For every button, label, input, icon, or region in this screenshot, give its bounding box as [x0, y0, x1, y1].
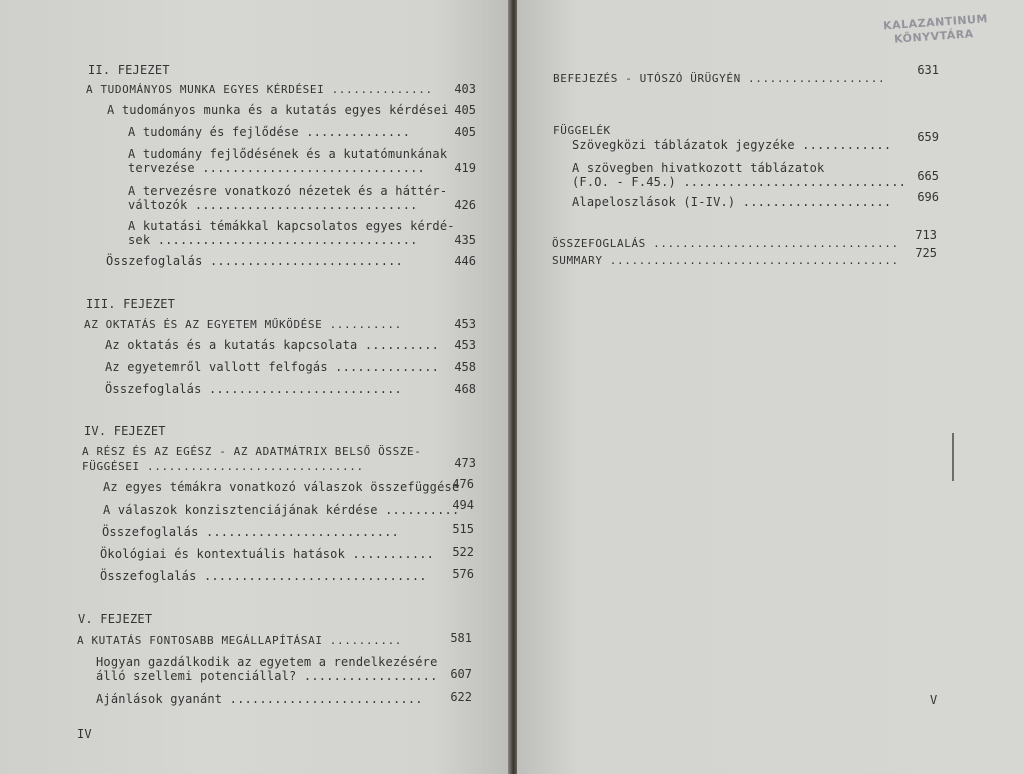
toc-page: 476	[452, 477, 474, 491]
toc-page: 696	[917, 190, 939, 204]
chapter-3-title: AZ OKTATÁS ÉS AZ EGYETEM MŰKÖDÉSE ..........	[84, 318, 402, 331]
toc-page: 725	[915, 246, 937, 260]
toc-entry: Az oktatás és a kutatás kapcsolata ..........	[105, 338, 440, 352]
toc-entry: Az egyetemről vallott felfogás ..............	[105, 360, 440, 374]
toc-entry: A tudomány fejlődésének és a kutatómunkának	[128, 147, 448, 161]
toc-page: 622	[450, 690, 472, 704]
toc-page: 446	[454, 254, 476, 268]
chapter-2-title-page: 403	[454, 82, 476, 96]
toc-page: 405	[454, 125, 476, 139]
toc-page: 576	[452, 567, 474, 581]
toc-entry-cont: (F.O. - F.45.) ..............................	[572, 175, 907, 189]
toc-entry-cont: sek ...................................	[128, 233, 418, 247]
toc-page: 665	[917, 169, 939, 183]
right-page	[517, 0, 1024, 774]
toc-entry: Az egyes témákra vonatkozó válaszok összefüggése	[103, 480, 460, 494]
toc-entry-cont: tervezése ..............................	[128, 161, 425, 175]
toc-page: 458	[454, 360, 476, 374]
toc-entry: Összefoglalás ..........................	[102, 525, 399, 539]
toc-entry: Szövegközi táblázatok jegyzéke ............	[572, 138, 892, 152]
toc-page: 659	[917, 130, 939, 144]
toc-entry: A válaszok konzisztenciájának kérdése ..........	[103, 503, 460, 517]
toc-page: 419	[454, 161, 476, 175]
toc-entry: A szövegben hivatkozott táblázatok	[572, 161, 825, 175]
fuggelek-heading: FÜGGELÉK	[553, 124, 611, 137]
toc-page: 426	[454, 198, 476, 212]
toc-page: 494	[452, 498, 474, 512]
chapter-2-heading: II. FEJEZET	[88, 63, 170, 77]
toc-page: 468	[454, 382, 476, 396]
chapter-4-title-page: 473	[454, 456, 476, 470]
toc-entry: A tudomány és fejlődése ..............	[128, 125, 411, 139]
library-stamp: KALAZANTINUM KÖNYVTÁRA	[882, 12, 989, 46]
page-number-right: V	[930, 693, 938, 707]
toc-page: 435	[454, 233, 476, 247]
chapter-4-title: A RÉSZ ÉS AZ EGÉSZ - AZ ADATMÁTRIX BELSŐ ÖSSZE-	[82, 445, 422, 458]
toc-entry: Összefoglalás ..........................	[105, 382, 402, 396]
osszefoglalas-entry: ÖSSZEFOGLALÁS ..................................	[552, 237, 899, 250]
toc-entry-cont: álló szellemi potenciállal? ..................	[96, 669, 438, 683]
toc-entry: Ökológiai és kontextuális hatások ...........	[100, 547, 435, 561]
toc-page: 515	[452, 522, 474, 536]
chapter-2-title: A TUDOMÁNYOS MUNKA EGYES KÉRDÉSEI ..............	[86, 83, 433, 96]
summary-entry: SUMMARY ........................................	[552, 254, 899, 267]
toc-entry: Alapeloszlások (I-IV.) ....................	[572, 195, 892, 209]
chapter-4-title-cont: FÜGGÉSEI ..............................	[82, 460, 364, 473]
toc-page: 453	[454, 338, 476, 352]
toc-page: 522	[452, 545, 474, 559]
toc-page: 405	[454, 103, 476, 117]
toc-entry: Hogyan gazdálkodik az egyetem a rendelkezésére	[96, 655, 438, 669]
toc-entry: Összefoglalás ..........................	[106, 254, 403, 268]
chapter-4-heading: IV. FEJEZET	[84, 424, 166, 438]
page-number-left: IV	[77, 727, 92, 741]
chapter-5-title-page: 581	[450, 631, 472, 645]
chapter-3-heading: III. FEJEZET	[86, 297, 176, 311]
toc-entry-cont: változók ..............................	[128, 198, 418, 212]
toc-entry: A tervezésre vonatkozó nézetek és a háttér-	[128, 184, 448, 198]
toc-page: 607	[450, 667, 472, 681]
chapter-3-title-page: 453	[454, 317, 476, 331]
toc-entry: Ajánlások gyanánt ..........................	[96, 692, 423, 706]
toc-entry: Összefoglalás ..............................	[100, 569, 427, 583]
toc-page: 713	[915, 228, 937, 242]
chapter-5-heading: V. FEJEZET	[78, 612, 153, 626]
toc-entry: A tudományos munka és a kutatás egyes kérdései	[107, 103, 449, 117]
pencil-mark	[952, 433, 954, 481]
left-page	[0, 0, 510, 774]
chapter-5-title: A KUTATÁS FONTOSABB MEGÁLLAPÍTÁSAI ..........	[77, 634, 403, 647]
toc-entry: A kutatási témákkal kapcsolatos egyes kérdé-	[128, 219, 455, 233]
toc-page: 631	[917, 63, 939, 77]
befejezes-entry: BEFEJEZÉS - UTÓSZÓ ÜRÜGYÉN ...................	[553, 72, 886, 85]
